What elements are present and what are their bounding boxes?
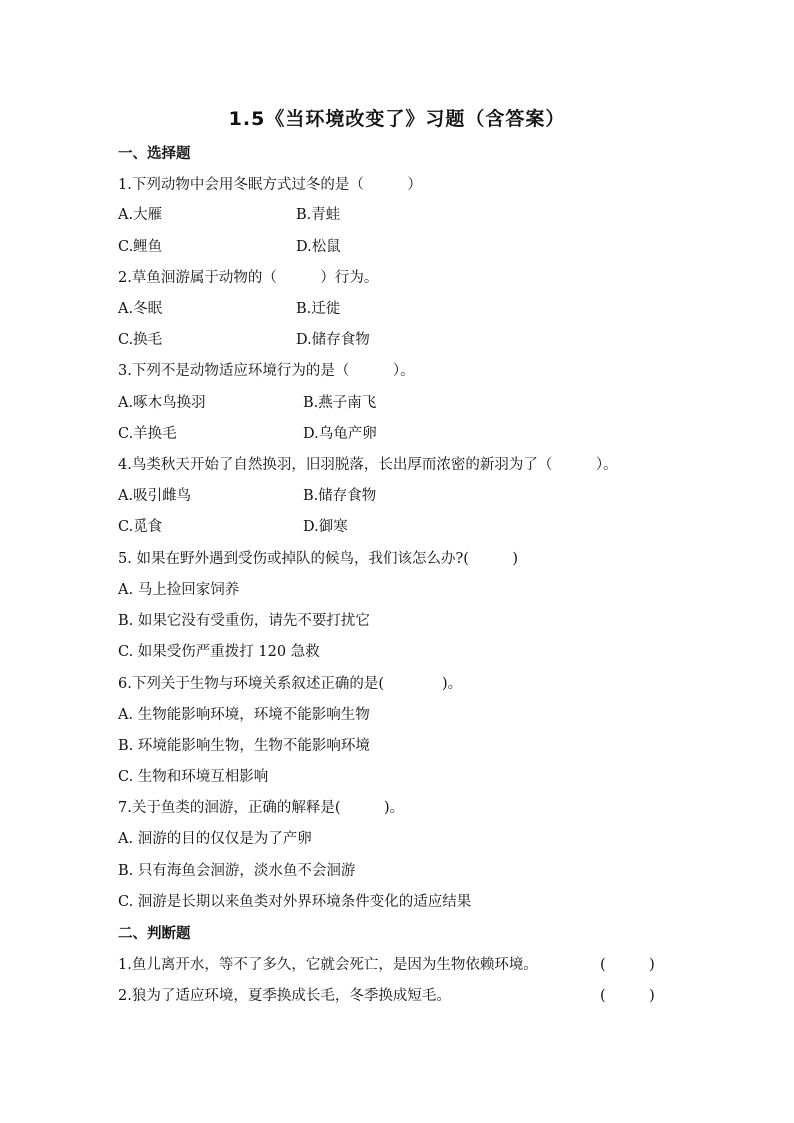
page-title: 1.5《当环境改变了》习题（含答案） (228, 108, 566, 130)
question-1-option-c: C.鲤鱼 (118, 239, 163, 255)
judge-1-stem: 1.鱼儿离开水，等不了多久，它就会死亡，是因为生物依赖环境。 (118, 957, 538, 973)
question-1-stem: 1.下列动物中会用冬眠方式过冬的是（ ） (118, 177, 422, 193)
question-5-option-a: A. 马上捡回家饲养 (118, 582, 240, 598)
question-3-option-c: C.羊换毛 (118, 426, 177, 442)
question-4-option-d: D.御寒 (303, 519, 348, 535)
question-5-option-b: B. 如果它没有受重伤，请先不要打扰它 (118, 613, 370, 629)
section-heading-judge: 二、判断题 (118, 926, 191, 942)
judge-2-answer-blank: ( ) (600, 988, 655, 1004)
question-6-option-c: C. 生物和环境互相影响 (118, 769, 269, 785)
question-7-option-a: A. 洄游的目的仅仅是为了产卵 (118, 831, 312, 847)
section-heading-choice: 一、选择题 (118, 146, 191, 162)
question-3-option-a: A.啄木鸟换羽 (118, 395, 206, 411)
question-2-option-c: C.换毛 (118, 332, 163, 348)
question-2-option-b: B.迁徙 (296, 301, 341, 317)
question-1-option-d: D.松鼠 (296, 239, 341, 255)
question-4-stem: 4.鸟类秋天开始了自然换羽，旧羽脱落，长出厚而浓密的新羽为了（ ）。 (118, 457, 618, 473)
question-1-option-b: B.青蛙 (296, 207, 341, 223)
question-1-option-a: A.大雁 (118, 207, 163, 223)
question-7-stem: 7.关于鱼类的洄游，正确的解释是( )。 (118, 800, 405, 816)
question-2-option-a: A.冬眠 (118, 301, 163, 317)
judge-1-answer-blank: ( ) (600, 957, 655, 973)
question-4-option-a: A.吸引雌鸟 (118, 488, 192, 504)
question-7-option-b: B. 只有海鱼会洄游，淡水鱼不会洄游 (118, 863, 356, 879)
question-2-option-d: D.储存食物 (296, 332, 370, 348)
question-6-stem: 6.下列关于生物与环境关系叙述正确的是( )。 (118, 676, 463, 692)
question-2-stem: 2.草鱼洄游属于动物的（ ）行为。 (118, 270, 379, 286)
question-4-option-b: B.储存食物 (303, 488, 377, 504)
question-4-option-c: C.觅食 (118, 519, 163, 535)
question-5-stem: 5. 如果在野外遇到受伤或掉队的候鸟，我们该怎么办?( ) (118, 551, 519, 567)
question-7-option-c: C. 洄游是长期以来鱼类对外界环境条件变化的适应结果 (118, 894, 472, 910)
question-6-option-a: A. 生物能影响环境，环境不能影响生物 (118, 707, 370, 723)
judge-2-stem: 2.狼为了适应环境，夏季换成长毛，冬季换成短毛。 (118, 988, 451, 1004)
question-5-option-c: C. 如果受伤严重拨打 120 急救 (118, 644, 320, 660)
question-3-option-b: B.燕子南飞 (303, 395, 377, 411)
question-6-option-b: B. 环境能影响生物，生物不能影响环境 (118, 738, 370, 754)
question-3-option-d: D.乌龟产卵 (303, 426, 377, 442)
question-3-stem: 3.下列不是动物适应环境行为的是（ ）。 (118, 363, 415, 379)
